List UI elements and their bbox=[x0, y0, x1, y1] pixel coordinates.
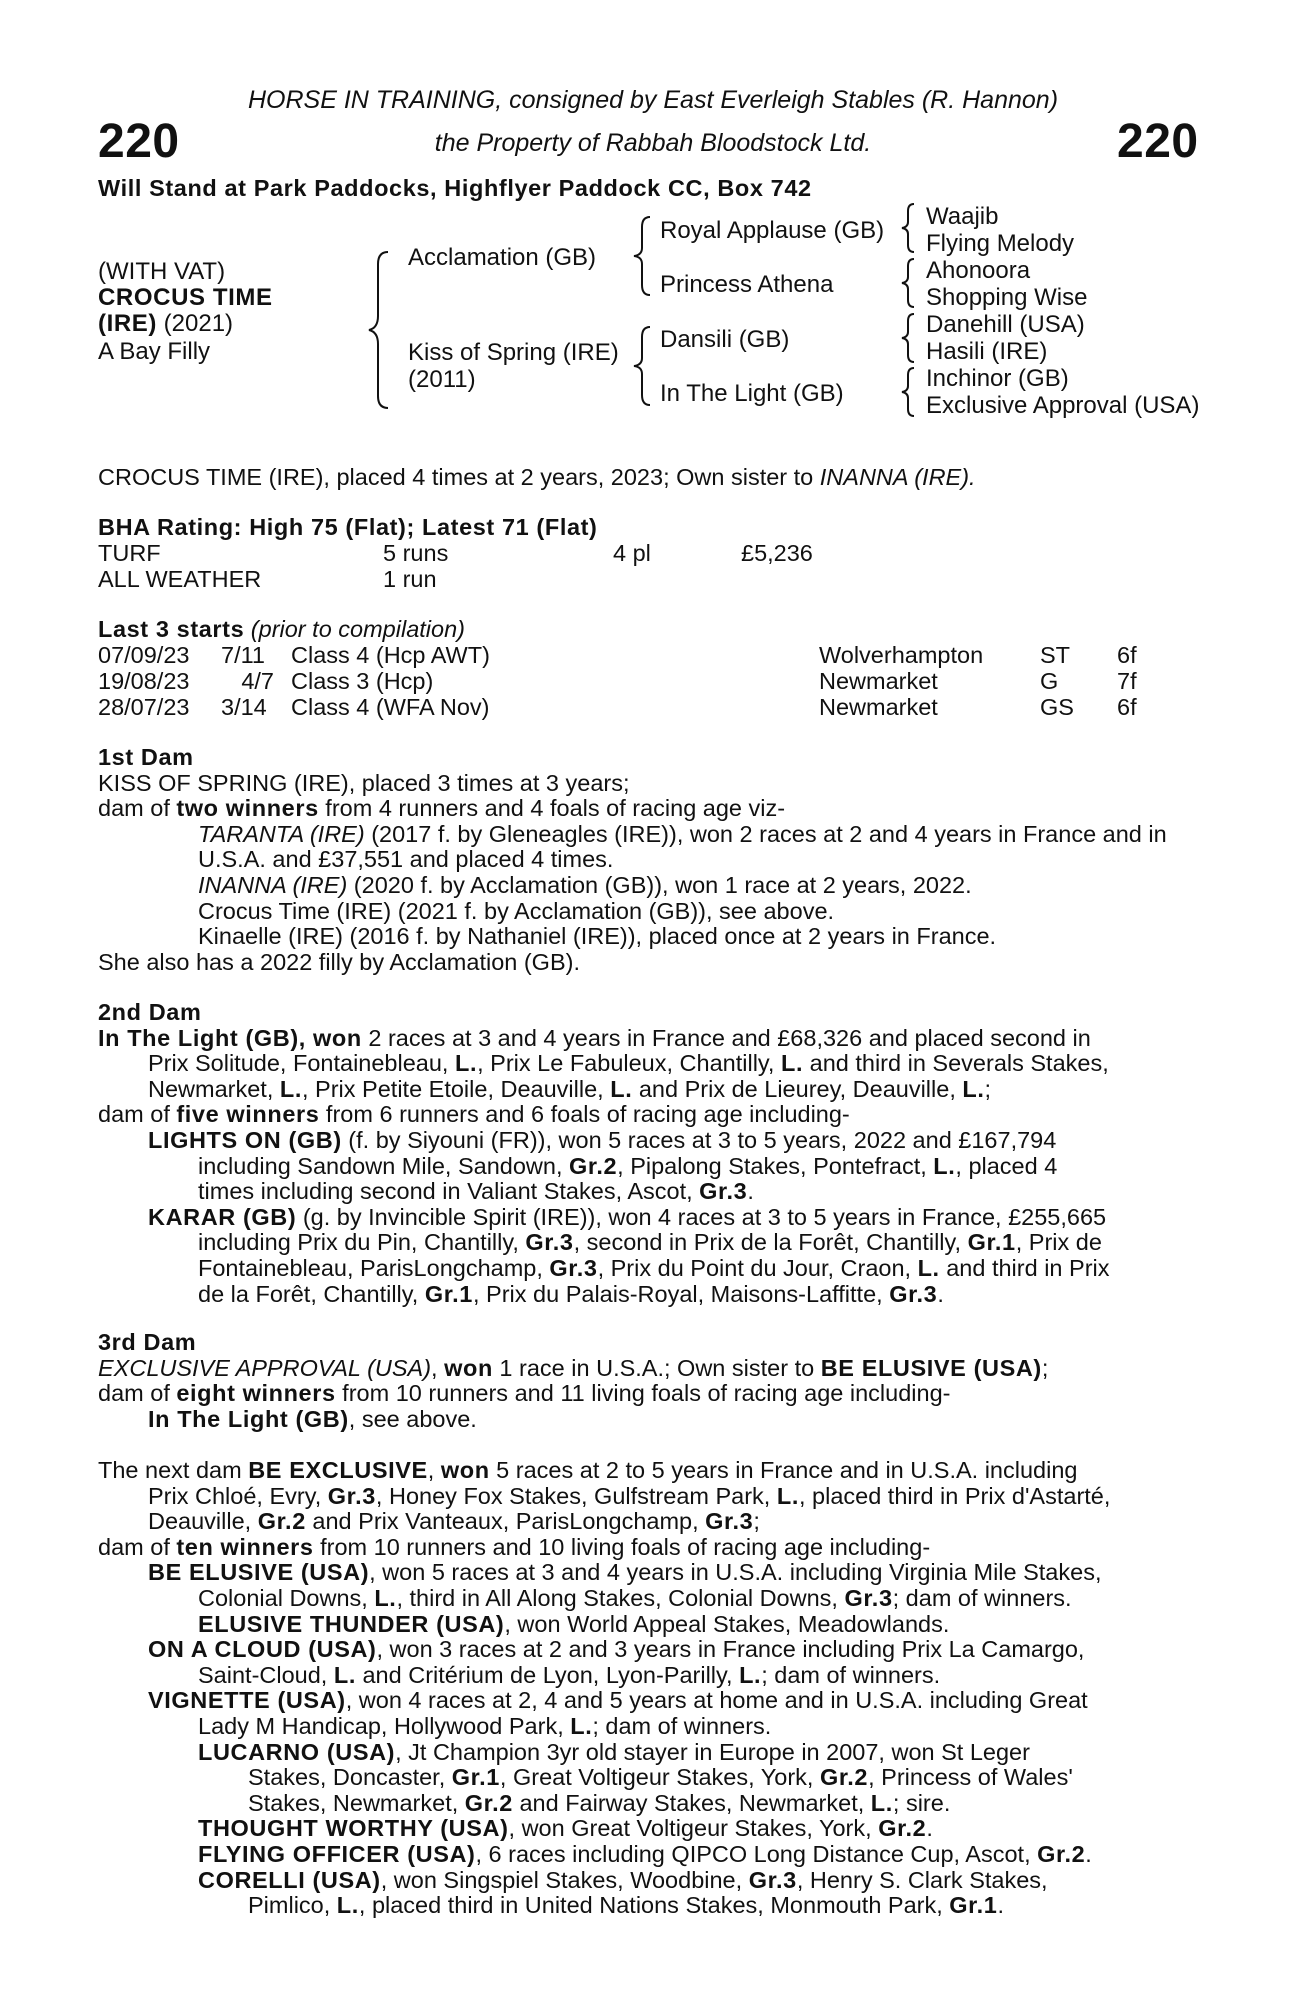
text-run: and third in Severals Stakes, bbox=[803, 1050, 1109, 1077]
text-run: THOUGHT WORTHY (USA) bbox=[198, 1815, 509, 1842]
dam-sire: Dansili (GB) bbox=[660, 326, 790, 353]
text-run: Saint-Cloud, bbox=[198, 1661, 334, 1688]
start-race: Class 4 (WFA Nov) bbox=[291, 694, 490, 720]
dam-sire-dam: Hasili (IRE) bbox=[926, 338, 1048, 365]
produce-line: Crocus Time (IRE) (2021 f. by Acclamation (GB)), see above. bbox=[198, 897, 835, 924]
text-run: L. bbox=[870, 1789, 893, 1816]
text-run: ; dam of winners. bbox=[761, 1661, 941, 1688]
text-line bbox=[98, 1154, 1208, 1180]
text-run: Gr.2 bbox=[878, 1815, 927, 1842]
first-dam-line: KISS OF SPRING (IRE), placed 3 times at 3 years; bbox=[98, 769, 630, 796]
horse-origin-year bbox=[98, 311, 233, 337]
text-line bbox=[98, 1230, 1208, 1256]
text-run: Gr.2 bbox=[819, 1764, 869, 1791]
text-run: L. bbox=[917, 1254, 940, 1281]
text-run: including Sandown Mile, Sandown, bbox=[198, 1152, 570, 1179]
text-run: ON A CLOUD (USA) bbox=[148, 1636, 377, 1663]
start-date: 19/08/23 bbox=[98, 668, 190, 694]
vat-note: (WITH VAT) bbox=[98, 258, 226, 285]
text-run: Prix Chloé, Evry, bbox=[148, 1482, 328, 1509]
consignor-line: HORSE IN TRAINING, consigned by East Everleigh Stables (R. Hannon) bbox=[247, 86, 1059, 114]
text-run: Gr.3 bbox=[549, 1254, 598, 1281]
dam: Kiss of Spring (IRE) bbox=[408, 339, 619, 366]
text-run: Gr.2 bbox=[1037, 1840, 1086, 1867]
text-run: , Henry S. Clark Stakes, bbox=[796, 1866, 1048, 1893]
text-run: INANNA (IRE) bbox=[198, 871, 348, 898]
text-run: times including second in Valiant Stakes, Ascot, bbox=[198, 1178, 700, 1205]
section-heading: 2nd Dam bbox=[98, 999, 202, 1025]
dam-dam: In The Light (GB) bbox=[660, 380, 844, 407]
text-run: , won 5 races at 3 and 4 years in U.S.A. including Virginia Mile Stakes, bbox=[369, 1559, 1102, 1586]
start-position: 7/11 bbox=[221, 642, 265, 668]
text-run: L. bbox=[933, 1152, 956, 1179]
dam-sire-sire: Danehill (USA) bbox=[926, 311, 1085, 338]
text-run: Deauville, bbox=[148, 1508, 258, 1535]
text-run: , third in All Along Stakes, Colonial Downs, bbox=[396, 1584, 845, 1611]
rating-title: BHA Rating: High 75 (Flat); Latest 71 (Flat) bbox=[98, 514, 598, 540]
text-run: ; bbox=[984, 1075, 991, 1102]
first-dam-section bbox=[98, 745, 1208, 975]
text-run: ELUSIVE THUNDER (USA) bbox=[198, 1610, 505, 1637]
text-run: 2 races at 3 and 4 years in France and £68,326 and placed second in bbox=[361, 1024, 1091, 1051]
text-line bbox=[98, 1791, 1208, 1817]
pedigree-brace-g2 bbox=[898, 257, 918, 309]
text-run: Colonial Downs, bbox=[198, 1584, 375, 1611]
sire-sire-sire: Waajib bbox=[926, 203, 999, 230]
sire: Acclamation (GB) bbox=[408, 244, 597, 271]
third-dam-section bbox=[98, 1330, 1208, 1432]
lot-number-right: 220 bbox=[1117, 115, 1199, 168]
text-run: . bbox=[997, 1892, 1004, 1919]
text-run: (g. by Invincible Spirit (IRE)), won 4 races at 3 to 5 years in France, £255,665 bbox=[296, 1203, 1107, 1230]
text-line bbox=[98, 1458, 1208, 1484]
text-run: Stakes, Doncaster, bbox=[248, 1764, 452, 1791]
text-line bbox=[98, 1128, 1208, 1154]
text-line bbox=[98, 1205, 1208, 1231]
start-going: G bbox=[1040, 668, 1059, 694]
lot-number-left: 220 bbox=[98, 115, 180, 168]
rating-placings: 4 pl bbox=[613, 540, 651, 566]
text-run: (IRE) bbox=[98, 310, 157, 337]
text-line bbox=[98, 1256, 1208, 1282]
start-course: Wolverhampton bbox=[819, 642, 984, 668]
text-run: ; bbox=[753, 1508, 760, 1535]
text-line bbox=[98, 1663, 1208, 1689]
text-run: including Prix du Pin, Chantilly, bbox=[198, 1229, 526, 1256]
start-course: Newmarket bbox=[819, 694, 938, 720]
text-run: (2017 f. by Gleneagles (IRE)), won 2 races at 2 and 4 years in France and in bbox=[364, 820, 1167, 847]
pedigree-brace-dam bbox=[630, 325, 654, 407]
text-run: ; sire. bbox=[892, 1789, 951, 1816]
text-line bbox=[98, 1560, 1208, 1586]
text-run: L. bbox=[739, 1661, 762, 1688]
text-run: from 4 runners and 4 foals of racing age viz- bbox=[318, 795, 786, 822]
text-run: Prix Solitude, Fontainebleau, bbox=[148, 1050, 455, 1077]
text-run: TARANTA (IRE) bbox=[198, 820, 365, 847]
text-run: , won Great Voltigeur Stakes, York, bbox=[508, 1815, 879, 1842]
text-run: BE ELUSIVE (USA) bbox=[820, 1354, 1042, 1381]
text-run: , won 4 races at 2, 4 and 5 years at home and in U.S.A. including Great bbox=[345, 1687, 1088, 1714]
pedigree-brace-main bbox=[366, 250, 392, 410]
text-run: Gr.1 bbox=[967, 1229, 1016, 1256]
text-run: L. bbox=[279, 1075, 302, 1102]
text-run: , placed third in Prix d'Astarté, bbox=[798, 1482, 1111, 1509]
start-distance: 7f bbox=[1117, 668, 1137, 694]
text-run: dam of bbox=[98, 1101, 177, 1128]
text-run: CROCUS TIME (IRE), placed 4 times at 2 years, 2023; Own sister to bbox=[98, 464, 820, 490]
text-run: , Prix Le Fabuleux, Chantilly, bbox=[477, 1050, 781, 1077]
text-line bbox=[98, 1407, 1208, 1433]
text-run: Gr.3 bbox=[705, 1508, 754, 1535]
text-run: L. bbox=[962, 1075, 985, 1102]
text-line bbox=[98, 1637, 1208, 1663]
text-run: L. bbox=[781, 1050, 804, 1077]
start-date: 07/09/23 bbox=[98, 642, 190, 668]
start-going: ST bbox=[1040, 642, 1071, 668]
section-heading: 3rd Dam bbox=[98, 1329, 197, 1355]
text-run: Gr.2 bbox=[257, 1508, 306, 1535]
text-run: , Great Voltigeur Stakes, York, bbox=[499, 1764, 820, 1791]
text-run: In The Light (GB) bbox=[148, 1405, 349, 1432]
start-position: 4/7 bbox=[241, 668, 274, 694]
produce-line bbox=[98, 873, 1208, 899]
text-run: INANNA (IRE). bbox=[819, 464, 976, 490]
produce-line: Kinaelle (IRE) (2016 f. by Nathaniel (IRE)), placed once at 2 years in France. bbox=[198, 923, 997, 950]
text-run: 5 races at 2 to 5 years in France and in U.S.A. including bbox=[489, 1457, 1078, 1483]
text-run: , second in Prix de la Forêt, Chantilly, bbox=[573, 1229, 968, 1256]
text-run: , Pipalong Stakes, Pontefract, bbox=[617, 1152, 934, 1179]
text-run: dam of bbox=[98, 1380, 177, 1407]
text-run: eight winners bbox=[176, 1380, 336, 1407]
text-run: , Prix de bbox=[1015, 1229, 1102, 1256]
text-run: . bbox=[937, 1280, 944, 1307]
text-run: , Princess of Wales' bbox=[868, 1764, 1073, 1791]
text-run: VIGNETTE (USA) bbox=[148, 1687, 346, 1714]
text-run: ten winners bbox=[176, 1533, 314, 1560]
text-line bbox=[98, 1179, 1208, 1205]
text-run: from 6 runners and 6 foals of racing age including- bbox=[319, 1101, 850, 1128]
dam-dam-dam: Exclusive Approval (USA) bbox=[926, 392, 1200, 419]
text-run: , placed 4 bbox=[955, 1152, 1058, 1179]
text-line bbox=[98, 1051, 1208, 1077]
horse-name: CROCUS TIME bbox=[98, 284, 273, 311]
text-run: LUCARNO (USA) bbox=[198, 1738, 396, 1765]
text-line bbox=[98, 1688, 1208, 1714]
text-run: BE ELUSIVE (USA) bbox=[148, 1559, 370, 1586]
sire-dam-dam: Shopping Wise bbox=[926, 284, 1088, 311]
text-line bbox=[98, 1509, 1208, 1535]
text-run: ; bbox=[1041, 1354, 1049, 1381]
sire-dam-sire: Ahonoora bbox=[926, 257, 1031, 284]
text-line bbox=[98, 1893, 1208, 1919]
text-run: , see above. bbox=[348, 1405, 477, 1432]
section-heading: 1st Dam bbox=[98, 744, 194, 770]
text-line bbox=[98, 1714, 1208, 1740]
text-run: Lady M Handicap, Hollywood Park, bbox=[198, 1712, 571, 1739]
text-run: and Prix de Lieurey, Deauville, bbox=[632, 1075, 963, 1102]
text-run: won bbox=[440, 1457, 490, 1483]
text-run: two winners bbox=[176, 795, 319, 822]
start-course: Newmarket bbox=[819, 668, 938, 694]
text-run: 1 race in U.S.A.; Own sister to bbox=[492, 1354, 821, 1381]
text-line bbox=[98, 1740, 1208, 1766]
text-run: L. bbox=[610, 1075, 633, 1102]
text-run: CORELLI (USA) bbox=[198, 1866, 381, 1893]
text-run: dam of bbox=[98, 795, 177, 822]
text-line bbox=[98, 1356, 1208, 1382]
text-line bbox=[98, 1026, 1208, 1052]
text-run: Gr.3 bbox=[748, 1866, 797, 1893]
text-run: (2020 f. by Acclamation (GB)), won 1 race at 2 years, 2022. bbox=[347, 871, 972, 898]
rating-prize: £5,236 bbox=[741, 540, 813, 566]
text-run: BE EXCLUSIVE bbox=[248, 1457, 428, 1483]
start-distance: 6f bbox=[1117, 642, 1137, 668]
start-race: Class 4 (Hcp AWT) bbox=[291, 642, 490, 668]
text-line bbox=[98, 1484, 1208, 1510]
text-run: Gr.1 bbox=[451, 1764, 500, 1791]
text-run: , Honey Fox Stakes, Gulfstream Park, bbox=[375, 1482, 777, 1509]
rating-surface: ALL WEATHER bbox=[98, 566, 262, 592]
text-run: (2021) bbox=[157, 310, 234, 337]
text-run: EXCLUSIVE APPROVAL (USA) bbox=[98, 1354, 432, 1381]
text-run: Pimlico, bbox=[248, 1892, 337, 1919]
text-run: , won World Appeal Stakes, Meadowlands. bbox=[504, 1610, 950, 1637]
next-dam-section bbox=[98, 1458, 1208, 1919]
dam-year: (2011) bbox=[408, 366, 476, 393]
text-run: dam of bbox=[98, 1533, 177, 1560]
text-run: from 10 runners and 11 living foals of racing age including- bbox=[335, 1380, 951, 1407]
text-run: Stakes, Newmarket, bbox=[248, 1789, 465, 1816]
text-run: , bbox=[431, 1354, 445, 1381]
text-run: , Prix du Palais-Royal, Maisons-Laffitte, bbox=[472, 1280, 890, 1307]
rating-surface: TURF bbox=[98, 540, 161, 566]
text-line bbox=[98, 1765, 1208, 1791]
stand-location: Will Stand at Park Paddocks, Highflyer Paddock CC, Box 742 bbox=[98, 175, 812, 201]
sire-sire-dam: Flying Melody bbox=[926, 230, 1075, 257]
text-run: Gr.2 bbox=[569, 1152, 618, 1179]
race-summary bbox=[98, 465, 976, 491]
text-run: won bbox=[444, 1354, 493, 1381]
text-line bbox=[98, 1842, 1208, 1868]
text-run: . bbox=[1085, 1840, 1092, 1867]
text-run: and third in Prix bbox=[939, 1254, 1110, 1281]
text-run: (f. by Siyouni (FR)), won 5 races at 3 to 5 years, 2022 and £167,794 bbox=[341, 1126, 1057, 1153]
start-distance: 6f bbox=[1117, 694, 1137, 720]
pedigree-brace-sire bbox=[630, 215, 654, 297]
sire-sire: Royal Applause (GB) bbox=[660, 217, 885, 244]
text-run: , won 3 races at 2 and 3 years in France including Prix La Camargo, bbox=[376, 1636, 1085, 1663]
text-line bbox=[98, 1282, 1208, 1308]
text-line bbox=[98, 1077, 1208, 1103]
text-run: L. bbox=[776, 1482, 799, 1509]
text-run: FLYING OFFICER (USA) bbox=[198, 1840, 476, 1867]
text-run: and Prix Vanteaux, ParisLongchamp, bbox=[305, 1508, 706, 1535]
text-run: . bbox=[926, 1815, 933, 1842]
text-run: Gr.3 bbox=[889, 1280, 938, 1307]
start-date: 28/07/23 bbox=[98, 694, 190, 720]
pedigree-brace-g1 bbox=[898, 202, 918, 254]
text-run: The next dam bbox=[98, 1457, 249, 1483]
text-run: Newmarket, bbox=[148, 1075, 280, 1102]
text-line bbox=[98, 1586, 1208, 1612]
text-run: Gr.1 bbox=[949, 1892, 998, 1919]
first-dam-line: She also has a 2022 filly by Acclamation (GB). bbox=[98, 948, 580, 975]
start-position: 3/14 bbox=[221, 694, 267, 720]
text-run: ; dam of winners. bbox=[592, 1712, 772, 1739]
sire-dam: Princess Athena bbox=[660, 271, 834, 298]
text-line bbox=[98, 1868, 1208, 1894]
text-run: , won Singspiel Stakes, Woodbine, bbox=[380, 1866, 749, 1893]
text-run: , Prix du Point du Jour, Craon, bbox=[597, 1254, 918, 1281]
text-run: L. bbox=[374, 1584, 397, 1611]
text-run: , 6 races including QIPCO Long Distance Cup, Ascot, bbox=[475, 1840, 1038, 1867]
dam-dam-sire: Inchinor (GB) bbox=[926, 365, 1069, 392]
text-run: Last 3 starts bbox=[98, 616, 245, 642]
last-starts-title bbox=[98, 617, 465, 643]
start-going: GS bbox=[1040, 694, 1074, 720]
text-run: Gr.3 bbox=[525, 1229, 574, 1256]
text-run: , bbox=[427, 1457, 441, 1483]
start-race: Class 3 (Hcp) bbox=[291, 668, 434, 694]
text-line bbox=[98, 1612, 1208, 1638]
horse-description: A Bay Filly bbox=[98, 338, 211, 365]
second-dam-section bbox=[98, 1000, 1208, 1307]
text-run: Gr.2 bbox=[464, 1789, 513, 1816]
text-run: Gr.3 bbox=[844, 1584, 893, 1611]
text-run: L. bbox=[333, 1661, 356, 1688]
text-run: from 10 runners and 10 living foals of racing age including- bbox=[313, 1533, 931, 1560]
text-run: L. bbox=[336, 1892, 359, 1919]
text-run: L. bbox=[570, 1712, 593, 1739]
text-line bbox=[98, 1102, 1208, 1128]
text-run: , Prix Petite Etoile, Deauville, bbox=[301, 1075, 611, 1102]
text-run: (prior to compilation) bbox=[244, 616, 465, 642]
text-run: and Fairway Stakes, Newmarket, bbox=[512, 1789, 871, 1816]
text-run: Fontainebleau, ParisLongchamp, bbox=[198, 1254, 550, 1281]
text-run: KARAR (GB) bbox=[148, 1203, 297, 1230]
text-run: de la Forêt, Chantilly, bbox=[198, 1280, 425, 1307]
text-run: five winners bbox=[176, 1101, 320, 1128]
text-run: Gr.3 bbox=[699, 1178, 748, 1205]
text-line bbox=[98, 1816, 1208, 1842]
text-line bbox=[98, 1381, 1208, 1407]
pedigree-brace-g4 bbox=[898, 366, 918, 418]
pedigree-brace-g3 bbox=[898, 312, 918, 364]
text-run: Gr.1 bbox=[424, 1280, 473, 1307]
rating-runs: 1 run bbox=[383, 566, 437, 592]
text-line bbox=[98, 1535, 1208, 1561]
text-run: In The Light (GB), won bbox=[98, 1024, 362, 1051]
text-run: L. bbox=[455, 1050, 478, 1077]
rating-runs: 5 runs bbox=[383, 540, 449, 566]
text-run: , Jt Champion 3yr old stayer in Europe in 2007, won St Leger bbox=[395, 1738, 1030, 1765]
text-run: Gr.3 bbox=[327, 1482, 376, 1509]
first-dam-line bbox=[98, 796, 1208, 822]
text-run: . bbox=[747, 1178, 754, 1205]
text-run: , placed third in United Nations Stakes, Monmouth Park, bbox=[358, 1892, 950, 1919]
text-run: LIGHTS ON (GB) bbox=[148, 1126, 342, 1153]
text-run: ; dam of winners. bbox=[892, 1584, 1072, 1611]
owner-line: the Property of Rabbah Bloodstock Ltd. bbox=[434, 129, 872, 157]
produce-line: U.S.A. and £37,551 and placed 4 times. bbox=[198, 846, 614, 873]
text-run: and Critérium de Lyon, Lyon-Parilly, bbox=[355, 1661, 740, 1688]
produce-line bbox=[98, 822, 1208, 848]
